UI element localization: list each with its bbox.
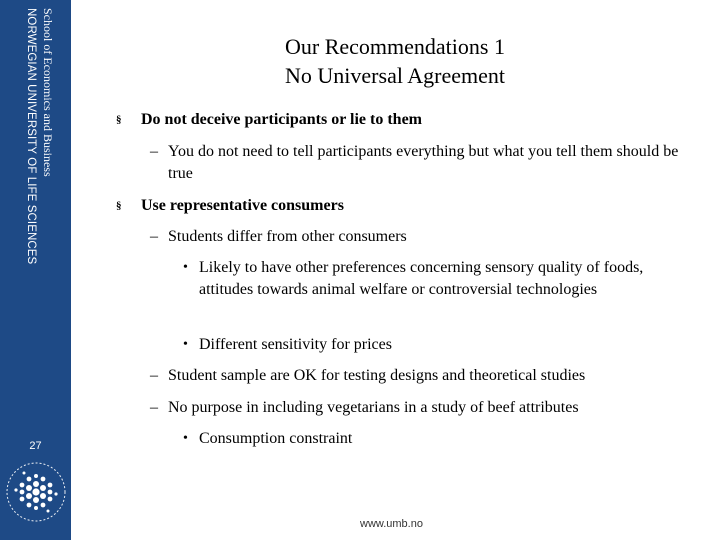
dot-bullet: •	[183, 337, 188, 352]
sidebar	[0, 0, 71, 540]
list-item: – No purpose in including vegetarians in a study of beef attributes	[150, 397, 688, 419]
list-item: • Different sensitivity for prices	[183, 334, 669, 356]
slide-title	[210, 32, 580, 90]
dash-bullet: –	[150, 143, 158, 160]
dot-bullet: •	[183, 431, 188, 446]
title-line-2: No Universal Agreement	[285, 63, 505, 88]
university-name: NORWEGIAN UNIVERSITY OF LIFE SCIENCES	[25, 8, 37, 265]
title-line-1: Our Recommendations 1	[285, 34, 505, 59]
square-bullet: §	[116, 200, 122, 212]
university-logo	[2, 458, 70, 526]
list-item: – Students differ from other consumers	[150, 226, 688, 248]
page-number: 27	[29, 440, 42, 452]
dash-bullet: –	[150, 367, 158, 384]
school-name: School of Economics and Business	[41, 8, 55, 177]
list-item: – You do not need to tell participants everything but what you tell them should be true	[150, 143, 679, 182]
list-item: – Student sample are OK for testing designs and theoretical studies	[150, 365, 688, 387]
list-item: • Likely to have other preferences concerning sensory quality of foods, attitudes towards animal welfare or controversial technologies	[183, 259, 644, 298]
dash-bullet: –	[150, 228, 158, 245]
dash-bullet: –	[150, 399, 158, 416]
dot-bullet: •	[183, 260, 188, 275]
footer-url: www.umb.no	[360, 518, 423, 530]
list-item: • Consumption constraint	[183, 428, 669, 450]
square-bullet: §	[116, 114, 122, 126]
